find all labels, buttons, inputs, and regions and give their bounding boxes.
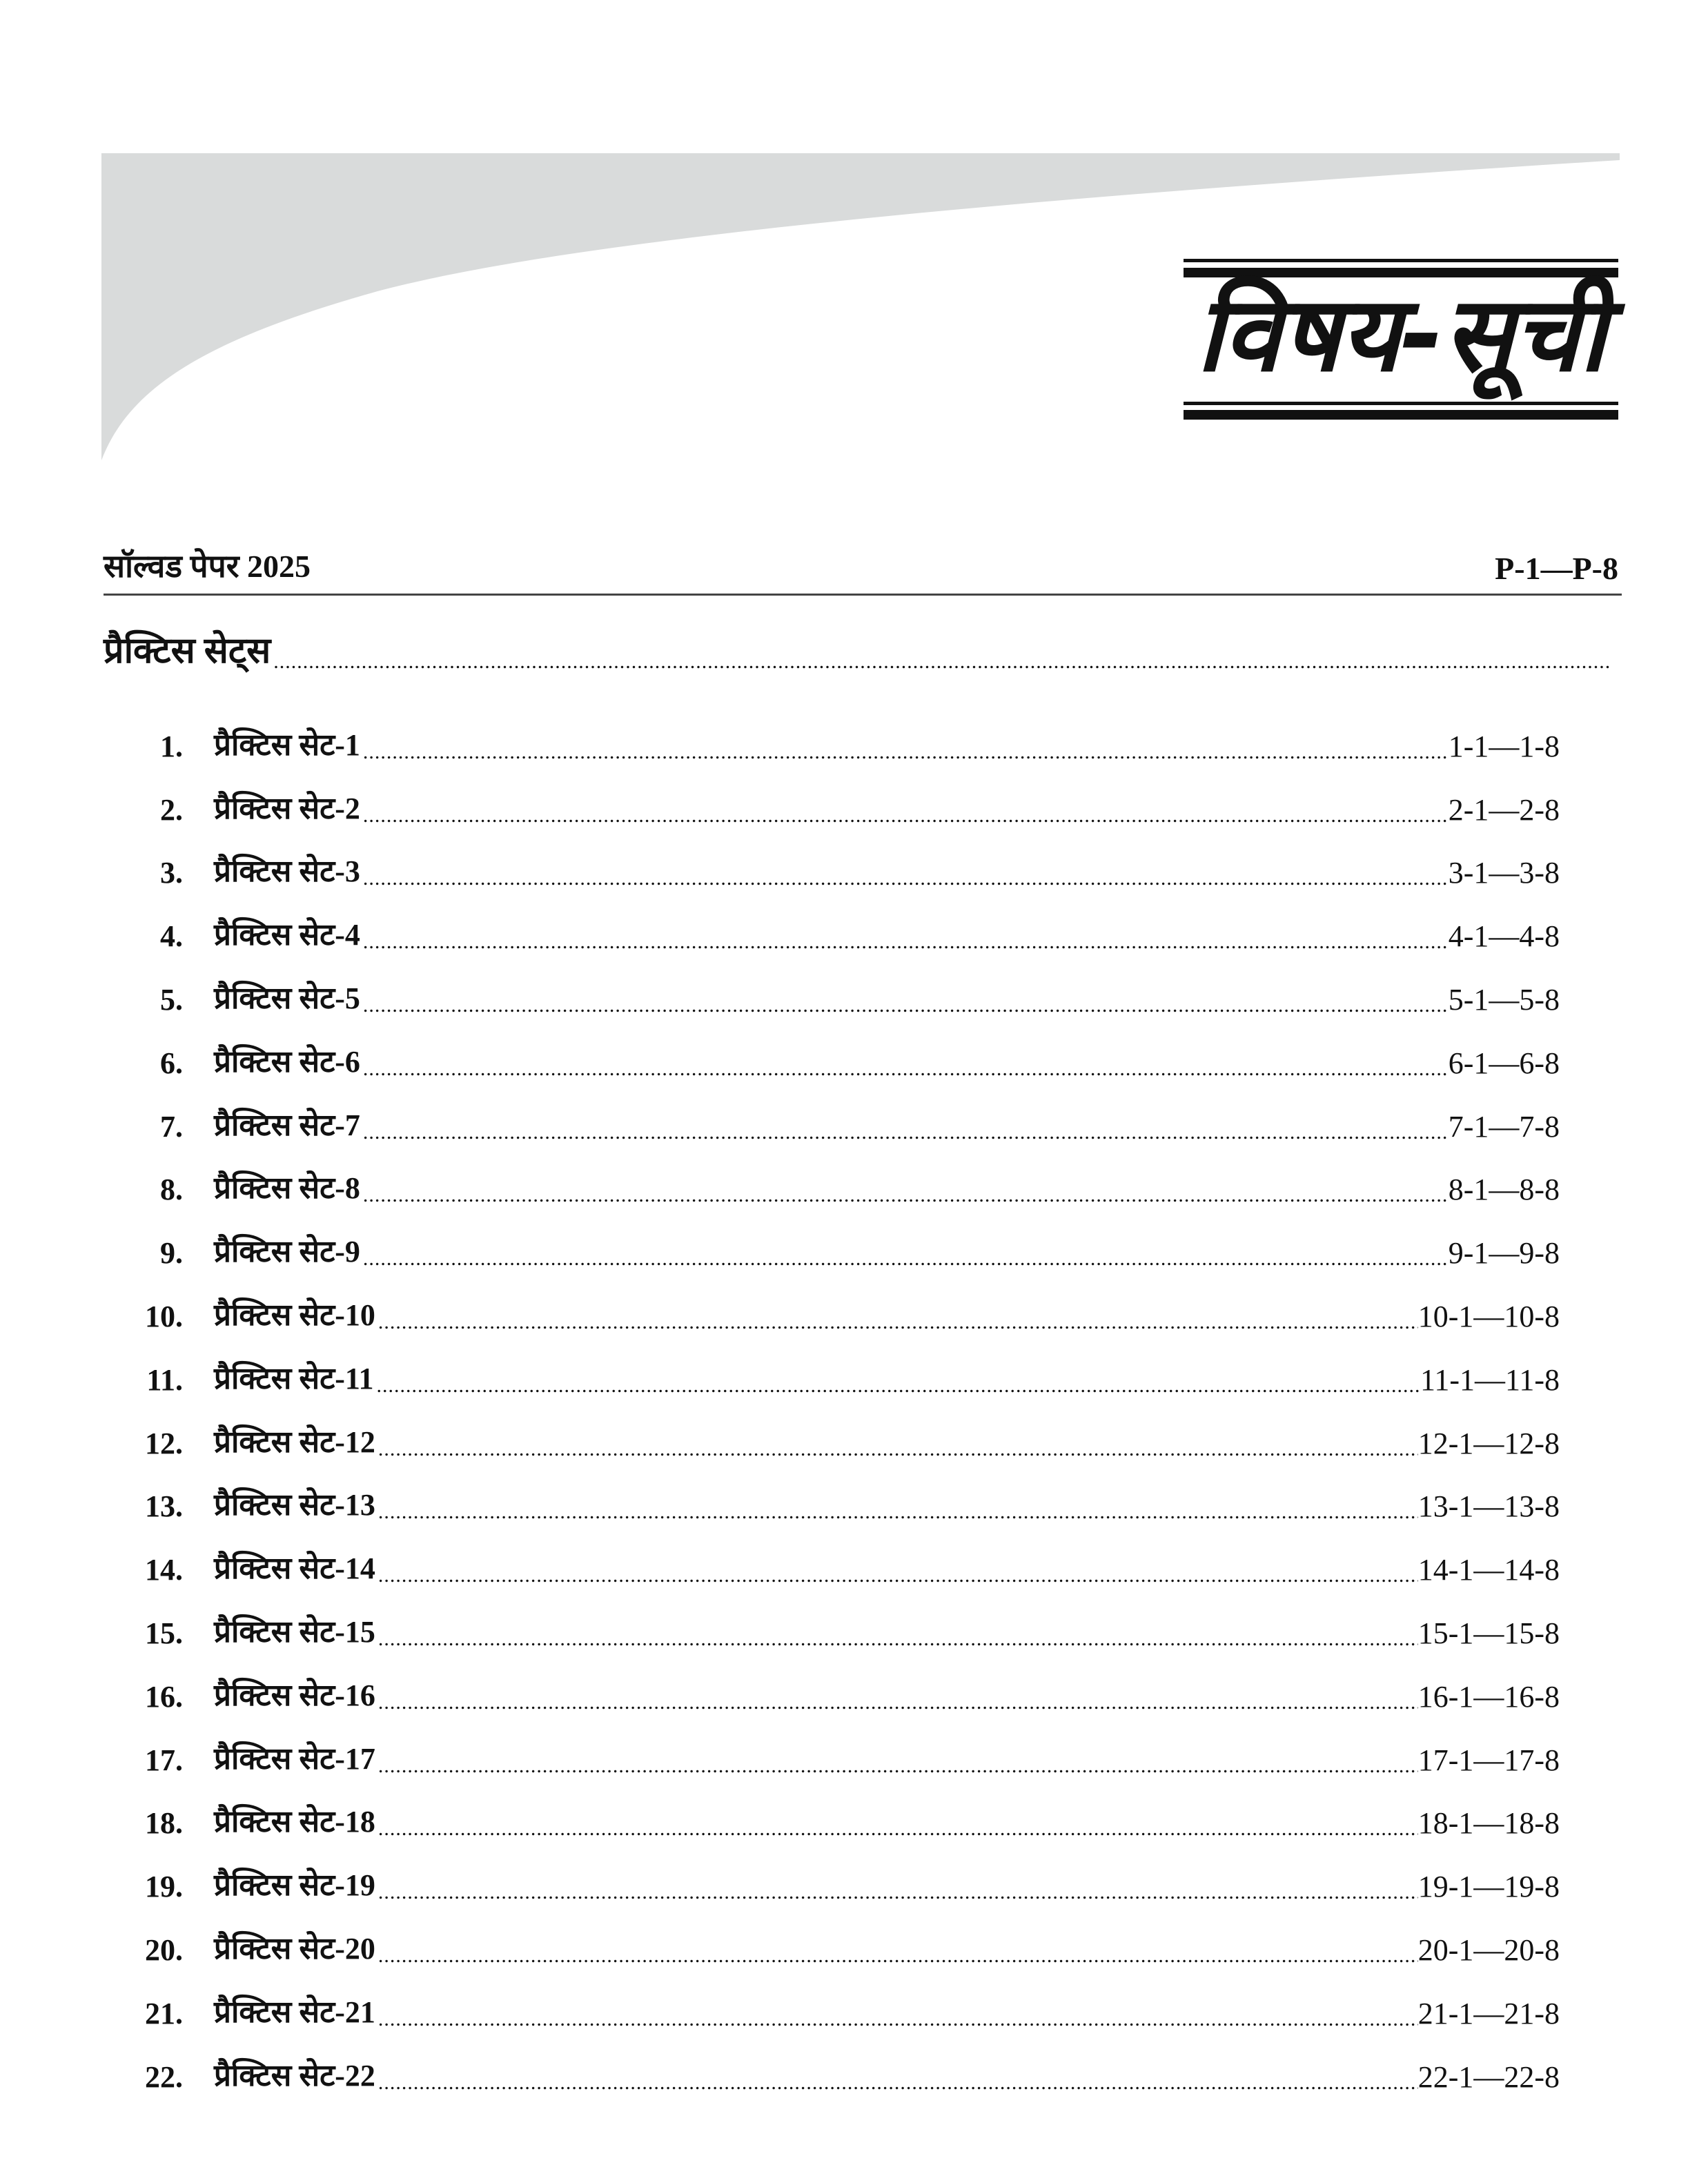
leader-dots [378,1754,1418,1778]
entry-number: 21. [145,1996,183,2030]
section-heading [104,625,1611,674]
entry-label: प्रैक्टिस सेट-4 [214,918,360,952]
entry-pages: 8-1—8-8 [1448,1173,1560,1207]
entry-label: प्रैक्टिस सेट-22 [214,2058,375,2093]
leader-dots [363,1121,1449,1144]
toc-entry [104,1334,1560,1398]
leader-dots [376,1374,1420,1398]
entry-label: प्रैक्टिस सेट-14 [214,1551,375,1586]
toc-entry [104,1207,1560,1271]
entry-pages: 22-1—22-8 [1417,2059,1560,2094]
toc-entry [104,1017,1560,1081]
leader-dots [378,1881,1418,1904]
entry-number: 3. [160,856,183,890]
page-title: विषय-सूची [1196,275,1606,395]
divider [104,594,1622,596]
title-rule-thin-top [1184,259,1618,262]
entry-label: प्रैक्टिस सेट-2 [214,791,360,825]
entry-pages: 5-1—5-8 [1448,982,1560,1017]
entry-pages: 12-1—12-8 [1417,1426,1560,1460]
entry-number: 11. [146,1362,183,1397]
title-rule-thin-bottom [1184,402,1618,405]
toc-entry [104,954,1560,1017]
leader-dots [378,1438,1418,1461]
entry-pages: 10-1—10-8 [1417,1299,1560,1333]
leader-dots [363,1184,1449,1207]
toc-entry [104,1587,1560,1651]
toc-entry [104,828,1560,891]
leader-dots [363,930,1449,954]
entry-label: प्रैक्टिस सेट-10 [214,1297,375,1332]
entry-number: 20. [145,1932,183,1967]
entry-number: 13. [145,1489,183,1524]
entry-number: 16. [145,1679,183,1714]
entry-label: प्रैक्टिस सेट-9 [214,1235,360,1269]
entry-number: 14. [145,1553,183,1587]
entry-pages: 16-1—16-8 [1417,1679,1560,1714]
entry-number: 7. [160,1109,183,1144]
leader-dots [273,650,1611,674]
toc-entry [104,1398,1560,1461]
entry-pages: 4-1—4-8 [1448,919,1560,954]
toc-entry [104,1144,1560,1208]
toc-entry [104,1524,1560,1587]
entry-pages: 20-1—20-8 [1417,1932,1560,1967]
entry-number: 10. [145,1299,183,1333]
entry-number: 2. [160,792,183,827]
entry-number: 17. [145,1743,183,1777]
leader-dots [378,1691,1418,1714]
leader-dots [378,1817,1418,1841]
entry-number: 1. [160,729,183,763]
toc-entry [104,1081,1560,1144]
entry-label: प्रैक्टिस सेट-11 [214,1361,374,1396]
toc-entry [104,701,1560,764]
leader-dots [363,804,1449,828]
leader-dots [363,867,1449,890]
entry-number: 5. [160,982,183,1017]
entry-number: 18. [145,1806,183,1841]
section-label: प्रैक्टिस सेट्स [104,631,271,671]
entry-label: प्रैक्टिस सेट-6 [214,1044,360,1079]
entry-label: प्रैक्टिस सेट-3 [214,854,360,889]
entry-number: 6. [160,1046,183,1080]
entry-label: प्रैक्टिस सेट-21 [214,1995,375,2029]
toc-entry [104,890,1560,954]
entry-label: प्रैक्टिस सेट-12 [214,1424,375,1459]
leader-dots [378,1564,1418,1587]
leader-dots [378,1311,1418,1334]
toc-entry [104,1651,1560,1714]
entry-pages: 1-1—1-8 [1448,729,1560,763]
toc-entry [104,1904,1560,1968]
entry-pages: 3-1—3-8 [1448,856,1560,890]
leader-dots [363,741,1449,764]
leader-dots [378,2071,1418,2095]
entry-number: 22. [145,2059,183,2094]
toc-entry [104,764,1560,828]
entry-pages: 18-1—18-8 [1417,1806,1560,1841]
toc-entry [104,2031,1560,2095]
toc-entry [104,1461,1560,1525]
entry-label: प्रैक्टिस सेट-8 [214,1171,360,1206]
entry-number: 19. [145,1870,183,1904]
toc-entry [104,1714,1560,1778]
entry-pages: 11-1—11-8 [1420,1362,1560,1397]
entry-pages: 6-1—6-8 [1448,1046,1560,1080]
leader-dots [363,1057,1449,1081]
leader-dots [363,1247,1449,1271]
entry-pages: 21-1—21-8 [1417,1996,1560,2030]
leader-dots [378,2008,1418,2031]
entry-pages: 15-1—15-8 [1417,1616,1560,1650]
entry-label: प्रैक्टिस सेट-18 [214,1805,375,1839]
entry-number: 15. [145,1616,183,1650]
leader-dots [378,1944,1418,1968]
toc-entry [104,1778,1560,1841]
entry-label: प्रैक्टिस सेट-15 [214,1614,375,1649]
leader-dots [363,994,1449,1017]
entry-pages: 2-1—2-8 [1448,792,1560,827]
entry-label: प्रैक्टिस सेट-17 [214,1741,375,1776]
solved-paper-pages: P-1—P-8 [1495,551,1618,586]
toc-entry [104,1841,1560,1904]
leader-dots [378,1627,1418,1651]
entry-number: 4. [160,919,183,954]
title-rule-thick-bottom [1184,410,1618,420]
entry-label: प्रैक्टिस सेट-13 [214,1488,375,1522]
entry-pages: 13-1—13-8 [1417,1489,1560,1524]
entry-label: प्रैक्टिस सेट-7 [214,1108,360,1142]
leader-dots [378,1500,1418,1524]
entry-pages: 9-1—9-8 [1448,1236,1560,1271]
entry-number: 12. [145,1426,183,1460]
entry-label: प्रैक्टिस सेट-19 [214,1868,375,1903]
entry-label: प्रैक्टिस सेट-20 [214,1931,375,1966]
entry-number: 8. [160,1173,183,1207]
toc-entry [104,1271,1560,1334]
toc-entry [104,1968,1560,2031]
toc-list [104,701,1560,2095]
solved-paper-heading [104,545,1618,587]
entry-pages: 7-1—7-8 [1448,1109,1560,1144]
entry-label: प्रैक्टिस सेट-1 [214,727,360,762]
entry-pages: 14-1—14-8 [1417,1553,1560,1587]
entry-pages: 19-1—19-8 [1417,1870,1560,1904]
entry-pages: 17-1—17-8 [1417,1743,1560,1777]
entry-label: प्रैक्टिस सेट-16 [214,1678,375,1712]
entry-number: 9. [160,1236,183,1271]
solved-paper-label: सॉल्वड पेपर 2025 [104,549,311,584]
entry-label: प्रैक्टिस सेट-5 [214,981,360,1015]
